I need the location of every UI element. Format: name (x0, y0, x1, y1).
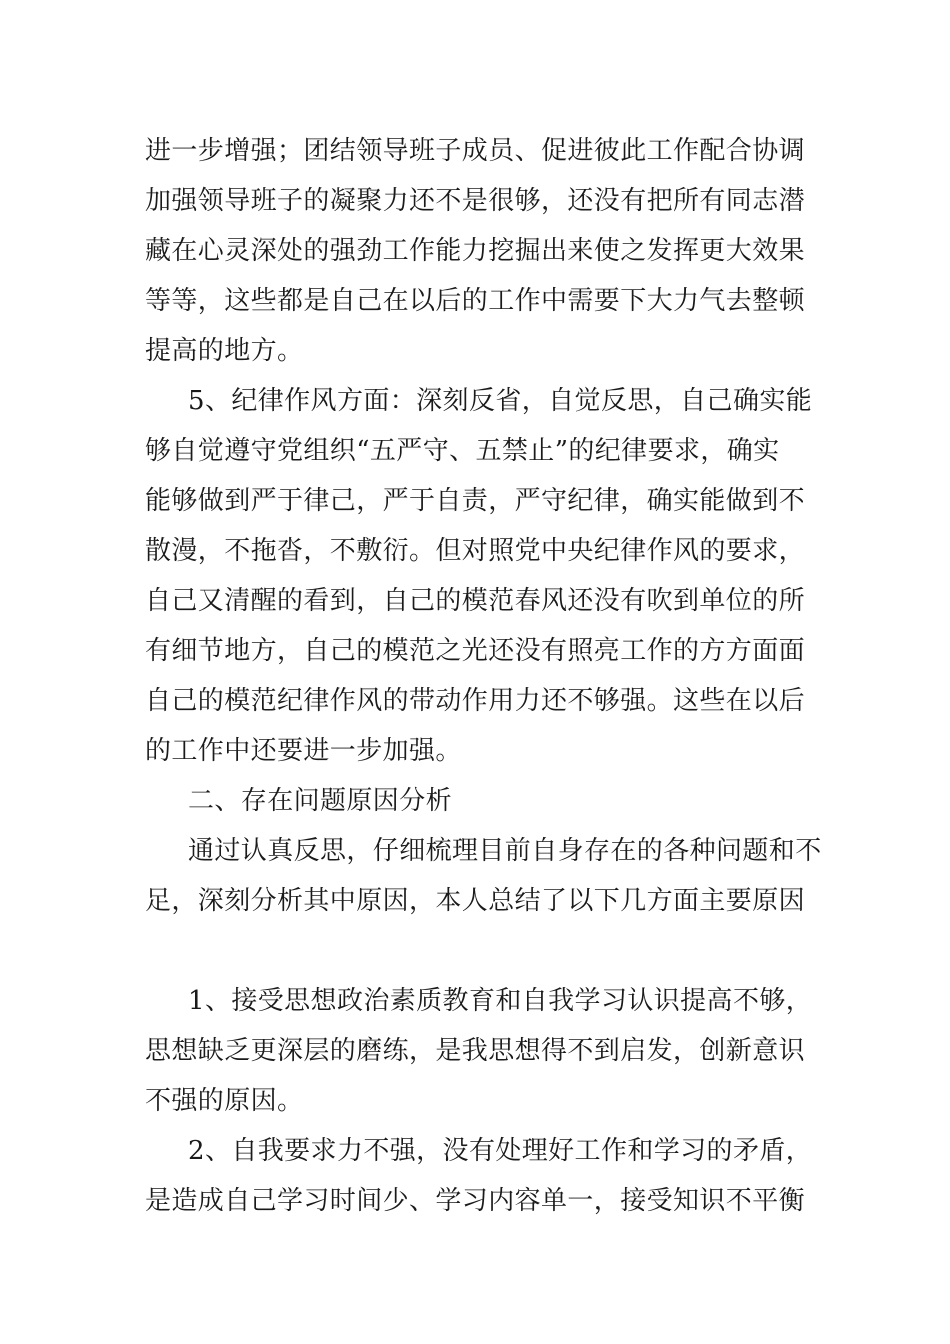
paragraph-line: 加强领导班子的凝聚力还不是很够，还没有把所有同志潜 (145, 186, 806, 216)
paragraph-line: 提高的地方。 (145, 336, 304, 366)
paragraph-line: 通过认真反思，仔细梳理目前自身存在的各种问题和不 (188, 836, 822, 866)
paragraph-line: 思想缺乏更深层的磨练，是我思想得不到启发，创新意识 (145, 1036, 806, 1066)
paragraph-line: 能够做到严于律己，严于自责，严守纪律，确实能做到不 (145, 486, 806, 516)
paragraph-line: 散漫，不拖沓，不敷衍。但对照党中央纪律作风的要求， (145, 536, 806, 566)
paragraph-line: 有细节地方，自己的模范之光还没有照亮工作的方方面面 (145, 636, 806, 666)
paragraph-line: 足，深刻分析其中原因，本人总结了以下几方面主要原因 (145, 886, 806, 916)
paragraph-line: 进一步增强；团结领导班子成员、促进彼此工作配合协调 (145, 136, 806, 166)
reason-1-line: 1、接受思想政治素质教育和自我学习认识提高不够， (188, 986, 813, 1016)
paragraph-line: 自己又清醒的看到，自己的模范春风还没有吹到单位的所 (145, 586, 806, 616)
paragraph-line: 是造成自己学习时间少、学习内容单一，接受知识不平衡 (145, 1186, 806, 1216)
paragraph-line: 藏在心灵深处的强劲工作能力挖掘出来使之发挥更大效果 (145, 236, 806, 266)
paragraph-line: 不强的原因。 (145, 1086, 304, 1116)
paragraph-line: 的工作中还要进一步加强。 (145, 736, 462, 766)
section-heading: 二、存在问题原因分析 (188, 786, 453, 816)
section-5-heading-line: 5、纪律作风方面：深刻反省，自觉反思，自己确实能 (188, 386, 813, 416)
paragraph-line: 等等，这些都是自己在以后的工作中需要下大力气去整顿 (145, 286, 806, 316)
reason-2-line: 2、自我要求力不强，没有处理好工作和学习的矛盾， (188, 1136, 813, 1166)
paragraph-line: 自己的模范纪律作风的带动作用力还不够强。这些在以后 (145, 686, 806, 716)
paragraph-line: 够自觉遵守党组织“五严守、五禁止”的纪律要求，确实 (145, 436, 780, 466)
